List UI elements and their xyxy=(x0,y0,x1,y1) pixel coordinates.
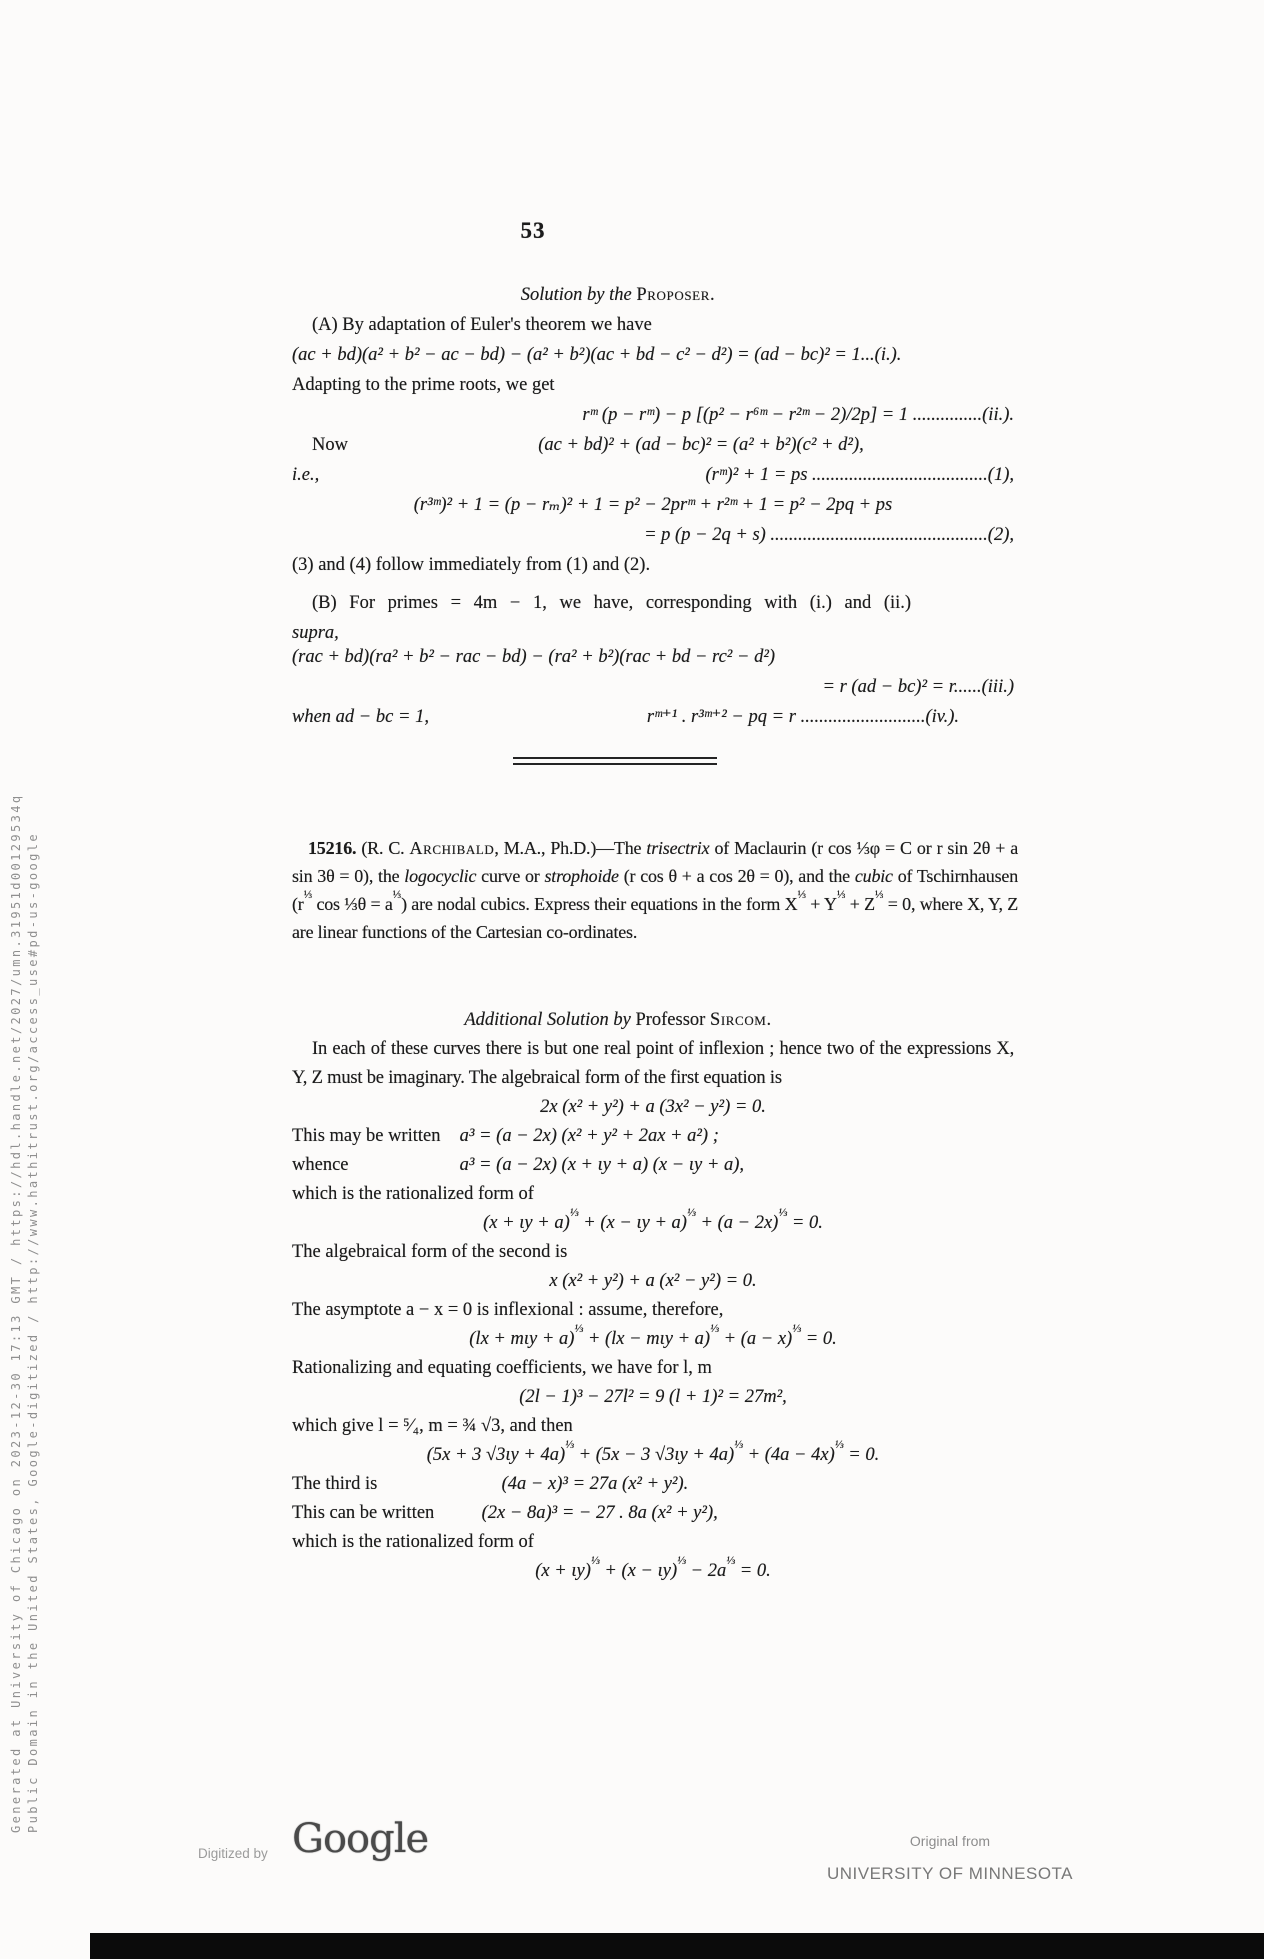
additional-solution-section xyxy=(292,1006,1014,1586)
whence-line xyxy=(292,1151,1014,1180)
ie-line xyxy=(292,460,1014,490)
rationalized-form-line-1: which is the rationalized form of xyxy=(292,1184,534,1204)
term-logocyclic: logocyclic xyxy=(404,866,477,886)
problem-15216 xyxy=(292,834,1018,946)
watermark-line-2: Public Domain in the United States, Google-digitized / http://www.hathitrust.org/access_use#pd-us-google xyxy=(26,832,40,1833)
equation-third-rationalized: $(x + \iota y)^{\frac{1}{3}} + (x - \iota y)^{\frac{1}{3}} - 2a^{\frac{1}{3}} = 0$. xyxy=(535,1552,771,1581)
university-label: UNIVERSITY OF MINNESOTA xyxy=(826,1864,1074,1883)
problem-text: of Tschirnhausen ($r^{\frac{1}{3}}$ cos ⅓θ = $a^{\frac{1}{3}}$) are nodal cubics. Express their equations in the form $X^{\frac{1}{3}} + Y^{\frac{1}{3}} + Z^{\frac{1}{3}} = 0$, where X, Y, Z are linear functions of the Cartesian co-ordinates. xyxy=(292,866,1018,942)
written2-equation: (2x − 8a)³ = − 27 . 8a (x² + y²), xyxy=(481,1503,718,1523)
equation-now: (ac + bd)² + (ad − bc)² = (a² + b²)(c² + d²), xyxy=(538,435,864,455)
rationalized-form-line-2: which is the rationalized form of xyxy=(292,1532,534,1552)
problem-number: 15216. xyxy=(308,838,357,858)
when-line xyxy=(292,702,1014,732)
rationalizing-line: Rationalizing and equating coefficients, we have for l, m xyxy=(292,1358,712,1378)
follow-up-line: (3) and (4) follow immediately from (1) and (2). xyxy=(292,555,651,575)
term-cubic: cubic xyxy=(854,866,893,886)
now-line xyxy=(292,430,1014,460)
second-form-line: The algebraical form of the second is xyxy=(292,1242,568,1262)
when-label: when ad − bc = 1, xyxy=(292,707,429,727)
supra-line: supra, xyxy=(292,623,339,643)
paragraph-a-lead: (A) By adaptation of Euler's theorem we have xyxy=(312,315,652,335)
scan-black-bar xyxy=(90,1933,1264,1959)
solution-heading-italic: Solution by the xyxy=(520,285,632,305)
equation-iii-b: = r (ad − bc)² = r......(iii.) xyxy=(822,677,1014,697)
section-divider-rule xyxy=(513,757,717,765)
which-give-line: which give l = ⁵⁄₄, m = ¾ √3, and then xyxy=(292,1416,573,1436)
equation-1: (rᵐ)² + 1 = ps ......................................(1), xyxy=(705,465,1014,485)
additional-heading xyxy=(292,1006,1014,1035)
proposer-name: Archibald xyxy=(409,838,495,858)
ie-label: i.e., xyxy=(292,465,320,485)
written-label: This may be written xyxy=(292,1126,441,1146)
page-number: 53 xyxy=(520,218,546,243)
solution-proposer-section xyxy=(292,280,1014,732)
problem-text: , M.A., Ph.D.)—The xyxy=(494,838,647,858)
third-line xyxy=(292,1470,1014,1499)
now-label: Now xyxy=(312,435,348,455)
watermark-line-1: Generated at University of Chicago on 2023-12-30 17:13 GMT / https://hdl.handle.net/2027/umn.31951d00129534q xyxy=(9,793,23,1833)
term-trisectrix: trisectrix xyxy=(646,838,710,858)
problem-paragraph xyxy=(292,834,1018,946)
equation-ii: rᵐ (p − rᵐ) − p [(p² − r⁶ᵐ − r²ᵐ − 2)/2p] = 1 ...............(ii.). xyxy=(582,405,1014,425)
equation-second-algebraical: x (x² + y²) + a (x² − y²) = 0. xyxy=(549,1271,757,1291)
whence-label: whence xyxy=(292,1155,349,1175)
written-equation: a³ = (a − 2x) (x² + y² + 2ax + a²) ; xyxy=(459,1126,719,1146)
equation-coefficients: (2l − 1)³ − 27l² = 9 (l + 1)² = 27m², xyxy=(519,1387,787,1407)
digitized-by-label: Digitized by xyxy=(198,1846,268,1861)
paragraph-b-lead: (B) For primes = 4m − 1, we have, corresponding with (i.) and (ii.) xyxy=(312,593,912,613)
problem-text: (R. C. xyxy=(356,838,410,858)
equation-rationalized-first: $(x + \iota y + a)^{\frac{1}{3}} + (x - \iota y + a)^{\frac{1}{3}} + (a - 2x)^{\frac{1}{3}} = 0$. xyxy=(483,1204,823,1233)
third-equation: (4a − x)³ = 27a (x² + y²). xyxy=(501,1474,689,1494)
asymptote-line: The asymptote a − x = 0 is inflexional : assume, therefore, xyxy=(292,1300,724,1320)
equation-i: (ac + bd)(a² + b² − ac − bd) − (a² + b²)(ac + bd − c² − d²) = (ad − bc)² = 1...(i.). xyxy=(292,345,902,365)
original-from-label: Original from xyxy=(909,1833,991,1849)
equation-chain: (r³ᵐ)² + 1 = (p − rₘ)² + 1 = p² − 2prᵐ + r²ᵐ + 1 = p² − 2pq + ps xyxy=(413,495,893,515)
whence-equation: a³ = (a − 2x) (x + ιy + a) (x − ιy + a), xyxy=(459,1155,744,1175)
written-line xyxy=(292,1122,1014,1151)
solution-heading-proposer: Proposer. xyxy=(636,285,716,305)
written2-line xyxy=(292,1499,1014,1528)
term-strophoide: strophoide xyxy=(544,866,619,886)
third-label: The third is xyxy=(292,1474,378,1494)
google-logo: Google xyxy=(292,1816,429,1862)
adapting-line: Adapting to the prime roots, we get xyxy=(292,375,555,395)
equation-iv: rᵐ⁺¹ . r³ᵐ⁺² − pq = r ...........................(iv.). xyxy=(646,707,959,727)
problem-text: of Maclaurin (r cos ⅓φ = C or r sin 2θ + a sin 3θ = 0), the xyxy=(292,838,1019,886)
equation-second-rationalized: (5x + 3 √3ιy + 4a)$^{\frac{1}{3}}$ + (5x − 3 $√3\iota y + 4a)^{\frac{1}{3}} + (4a - 4x)^{\frac{1}{3}} = 0$. xyxy=(426,1436,880,1465)
additional-heading-professor: Professor xyxy=(635,1010,706,1030)
problem-text: curve or xyxy=(476,866,545,886)
equation-2: = p (p − 2q + s) ...............................................(2), xyxy=(644,525,1014,545)
written2-label: This can be written xyxy=(292,1503,435,1523)
additional-heading-sircom: Sircom. xyxy=(709,1010,772,1030)
solution-heading xyxy=(292,280,1014,310)
equation-iii-a: (rac + bd)(ra² + b² − rac − bd) − (ra² + b²)(rac + bd − rc² − d²) xyxy=(292,647,776,667)
additional-heading-italic: Additional Solution by xyxy=(464,1010,631,1030)
additional-intro-paragraph: In each of these curves there is but one real point of inflexion ; hence two of the expressions X, Y, Z must be imaginary. The algebraical form of the first equation is xyxy=(292,1039,1014,1088)
equation-assumed-form: $(lx + m\iota y + a)^{\frac{1}{3}} + (lx - m\iota y + a)^{\frac{1}{3}} + (a - x)^{\frac{1}{3}} = 0$. xyxy=(469,1320,837,1349)
equation-first-algebraical: 2x (x² + y²) + a (3x² − y²) = 0. xyxy=(540,1097,766,1117)
hathitrust-watermark xyxy=(8,794,42,1833)
problem-text: (r cos θ + a cos 2θ = 0), and the xyxy=(618,866,855,886)
